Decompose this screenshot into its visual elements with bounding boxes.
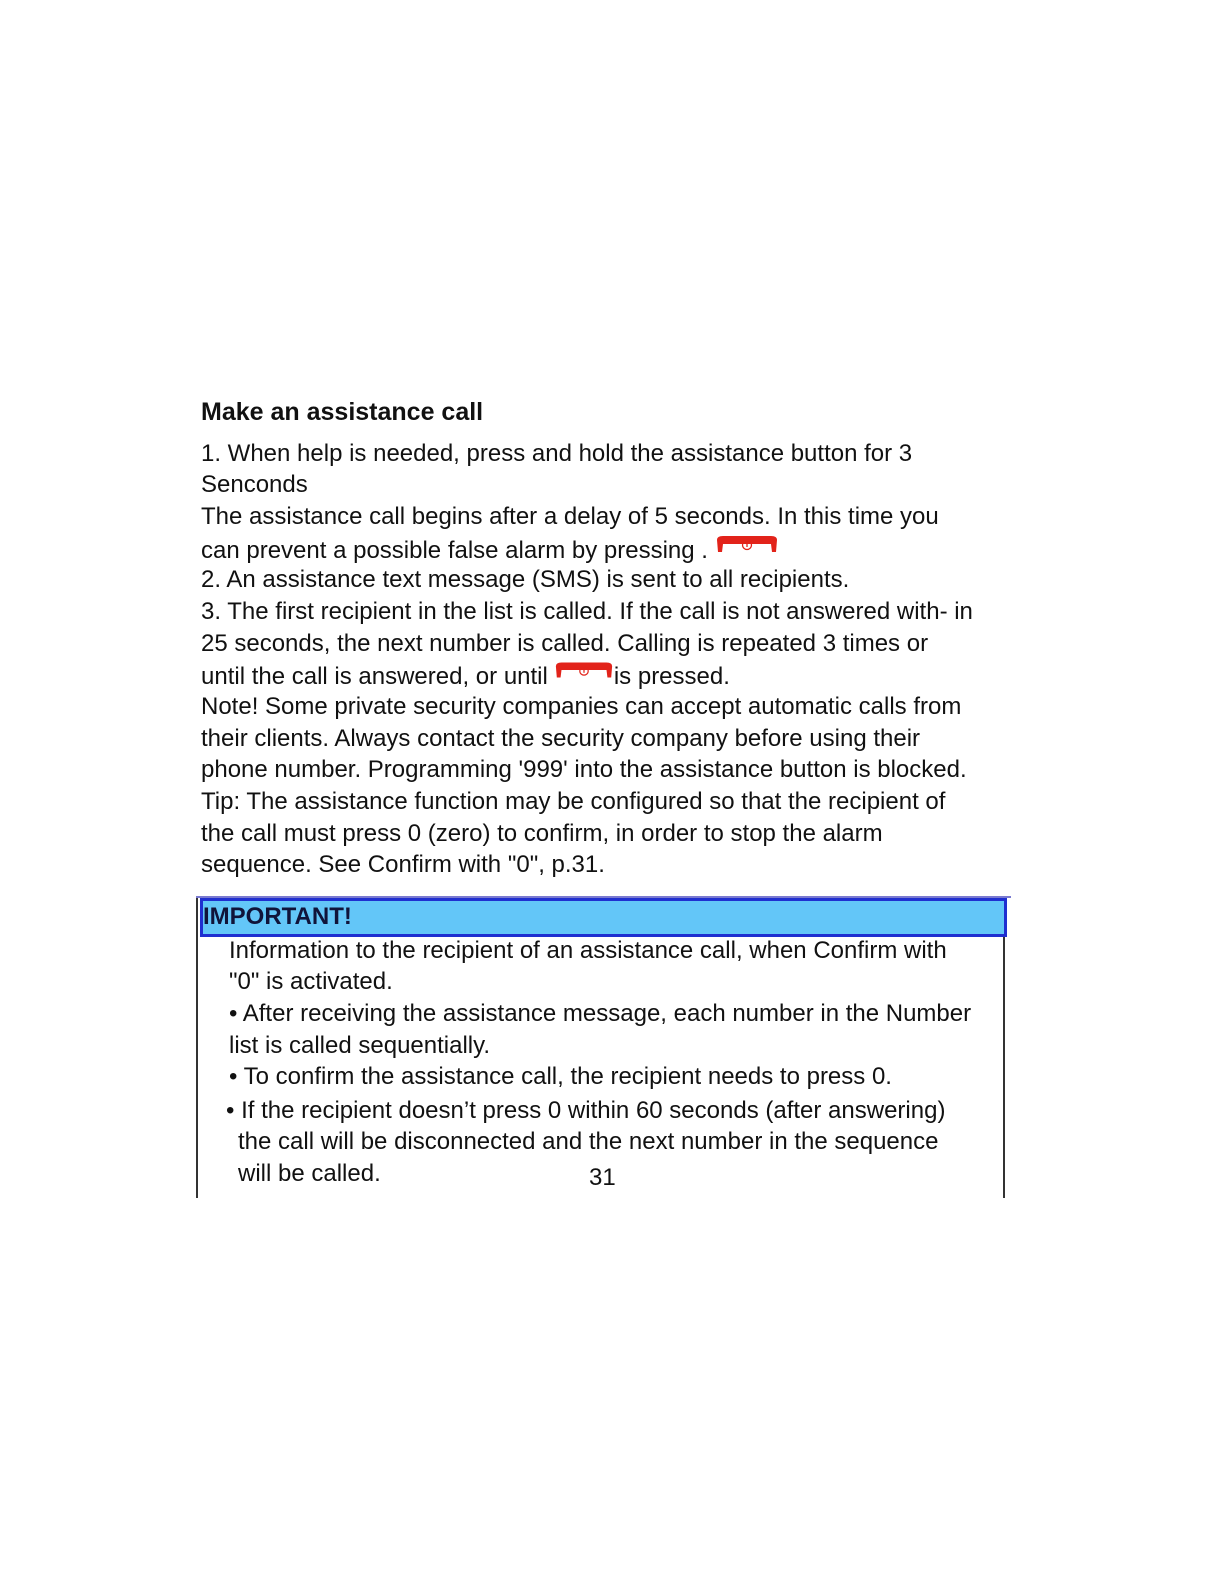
page-number: 31 [589, 1164, 616, 1191]
red-end-call-key-icon [554, 660, 614, 680]
body-line-4 [201, 534, 779, 566]
body-line-2: Senconds [201, 471, 308, 498]
important-line-4: list is called sequentially. [229, 1032, 491, 1059]
body-line-8-text-b: is pressed. [613, 663, 730, 690]
body-line-10: their clients. Always contact the security company before using their [201, 725, 921, 752]
important-line-8: will be called. [238, 1160, 381, 1187]
important-line-5: • To confirm the assistance call, the recipient needs to press 0. [229, 1063, 892, 1090]
section-heading: Make an assistance call [201, 398, 484, 426]
important-line-1: Information to the recipient of an assistance call, when Confirm with [229, 937, 947, 964]
body-line-9: Note! Some private security companies can accept automatic calls from [201, 693, 962, 720]
body-line-12: Tip: The assistance function may be configured so that the recipient of [201, 788, 946, 815]
body-line-4-text: can prevent a possible false alarm by pressing . [201, 537, 708, 564]
body-line-14: sequence. See Confirm with "0", p.31. [201, 851, 605, 878]
important-line-3: • After receiving the assistance message, each number in the Number [229, 1000, 972, 1027]
body-line-1: 1. When help is needed, press and hold the assistance button for 3 [201, 440, 913, 467]
body-line-8-text-a: until the call is answered, or until [201, 663, 548, 690]
important-line-7: the call will be disconnected and the next number in the sequence [238, 1128, 939, 1155]
red-end-call-key-icon [715, 534, 779, 554]
body-line-3: The assistance call begins after a delay of 5 seconds. In this time you [201, 503, 939, 530]
important-box-title: IMPORTANT! [203, 903, 352, 930]
body-line-6: 3. The first recipient in the list is called. If the call is not answered with- in [201, 598, 973, 625]
body-line-11: phone number. Programming '999' into the assistance button is blocked. [201, 756, 967, 783]
important-line-2: "0" is activated. [229, 968, 393, 995]
body-line-7: 25 seconds, the next number is called. Calling is repeated 3 times or [201, 630, 929, 657]
important-box-right-border [1003, 937, 1005, 1198]
important-line-6: • If the recipient doesn’t press 0 within 60 seconds (after answering) [226, 1097, 946, 1124]
important-box-left-border [196, 898, 198, 1198]
body-line-8 [201, 660, 730, 692]
body-line-5: 2. An assistance text message (SMS) is sent to all recipients. [201, 566, 850, 593]
body-line-13: the call must press 0 (zero) to confirm, in order to stop the alarm [201, 820, 883, 847]
